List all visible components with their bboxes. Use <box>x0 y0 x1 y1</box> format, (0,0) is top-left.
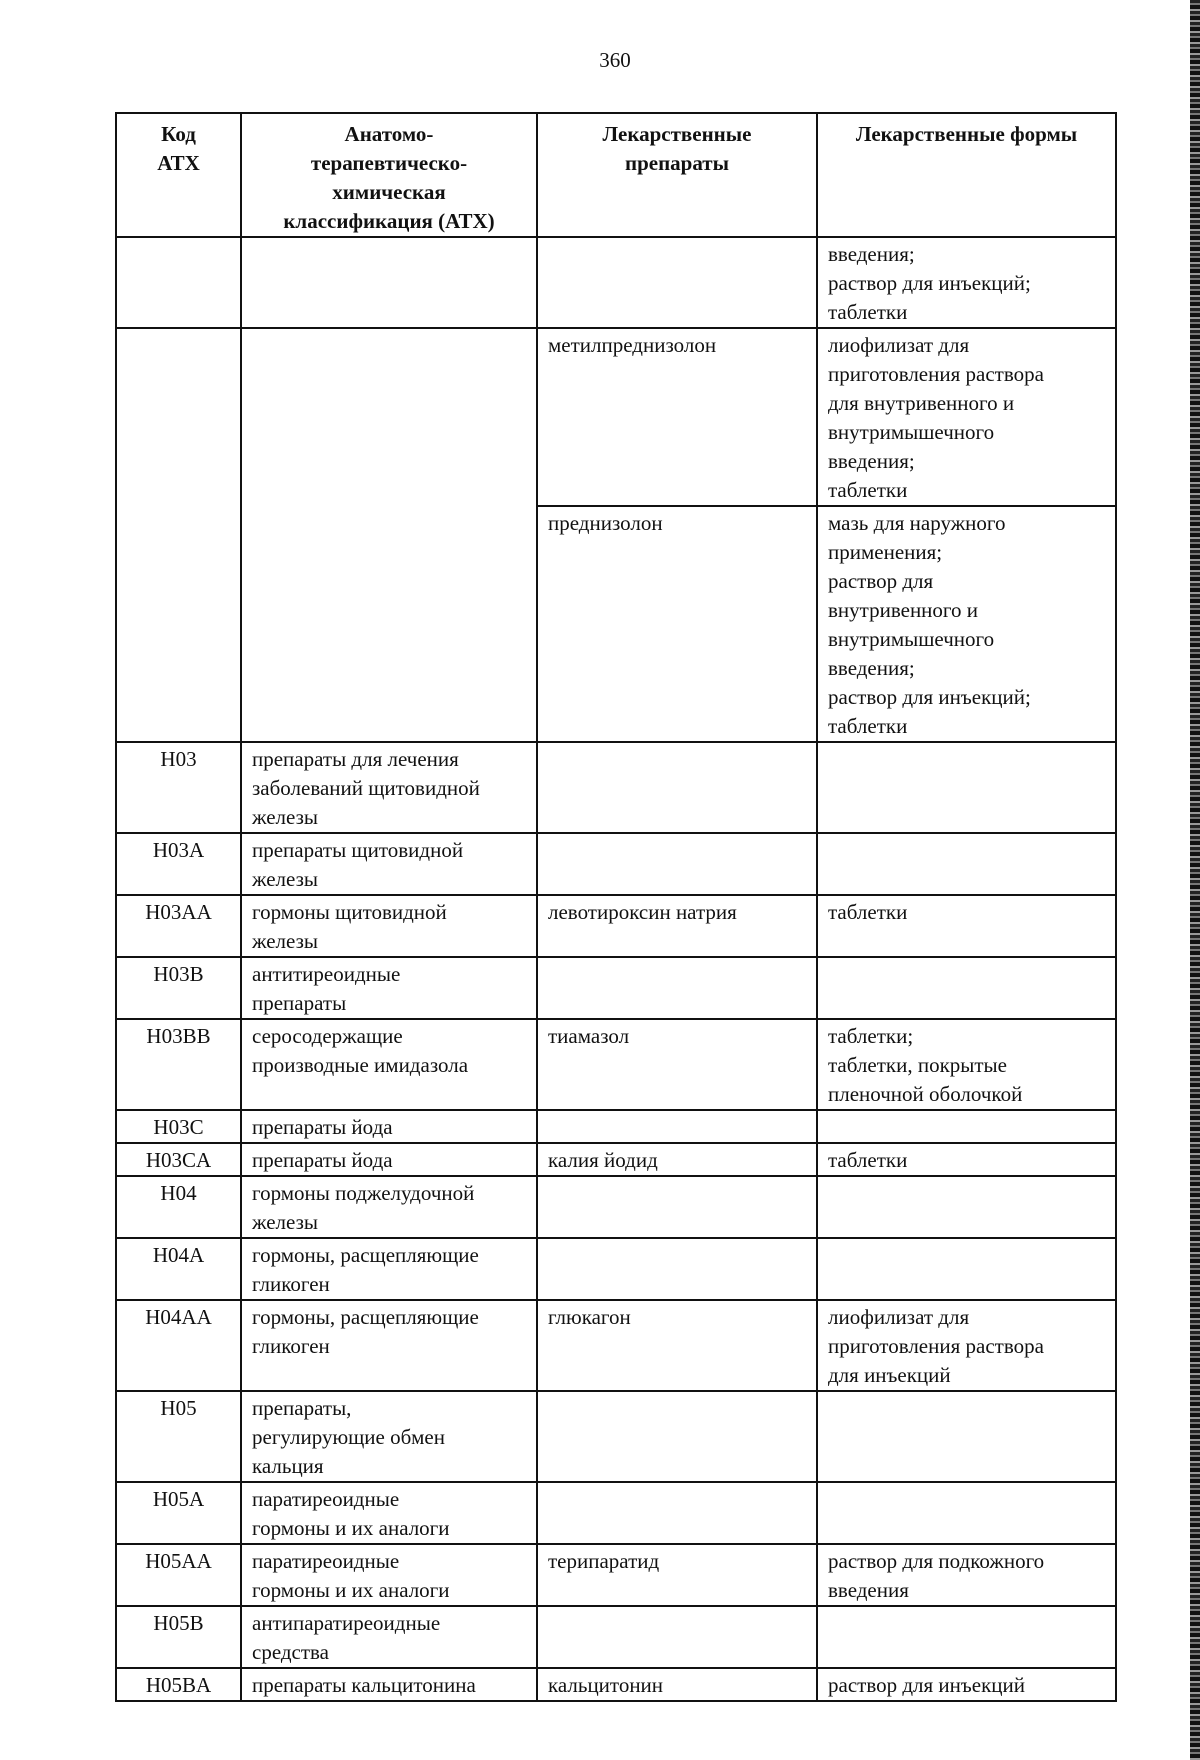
forms-cell <box>817 1482 1116 1544</box>
classification-cell: паратиреоидные гормоны и их аналоги <box>241 1544 537 1606</box>
forms-cell: введения; раствор для инъекций; таблетки <box>817 237 1116 328</box>
forms-cell <box>817 1606 1116 1668</box>
drug-cell: кальцитонин <box>537 1668 817 1701</box>
table-row <box>116 957 1116 1019</box>
drug-cell: тиамазол <box>537 1019 817 1110</box>
forms-cell: лиофилизат для приготовления раствора для внутривенного и внутримышечного введения; таблетки <box>817 328 1116 506</box>
forms-cell <box>817 833 1116 895</box>
classification-cell <box>241 237 537 328</box>
classification-cell: гормоны поджелудочной железы <box>241 1176 537 1238</box>
forms-cell: таблетки <box>817 895 1116 957</box>
drug-cell <box>537 833 817 895</box>
forms-cell <box>817 1238 1116 1300</box>
drug-cell <box>537 1238 817 1300</box>
drug-cell: глюкагон <box>537 1300 817 1391</box>
table-row <box>116 1668 1116 1701</box>
atx-code-cell <box>116 237 241 328</box>
atx-code-cell: H03B <box>116 957 241 1019</box>
table-row <box>116 1143 1116 1176</box>
drug-cell <box>537 1482 817 1544</box>
table-row <box>116 1019 1116 1110</box>
table-row <box>116 1300 1116 1391</box>
drug-cell <box>537 1391 817 1482</box>
classification-cell: серосодержащие производные имидазола <box>241 1019 537 1110</box>
classification-cell: антитиреоидные препараты <box>241 957 537 1019</box>
classification-cell: гормоны, расщепляющие гликоген <box>241 1238 537 1300</box>
atx-code-cell: H03CA <box>116 1143 241 1176</box>
classification-cell: препараты йода <box>241 1110 537 1143</box>
classification-cell: препараты йода <box>241 1143 537 1176</box>
classification-cell <box>241 328 537 742</box>
forms-cell <box>817 742 1116 833</box>
classification-cell: антипаратиреоидные средства <box>241 1606 537 1668</box>
forms-cell: раствор для инъекций <box>817 1668 1116 1701</box>
classification-cell: паратиреоидные гормоны и их аналоги <box>241 1482 537 1544</box>
atx-code-cell: H04AA <box>116 1300 241 1391</box>
table-row <box>116 1482 1116 1544</box>
atx-code-cell: H03 <box>116 742 241 833</box>
atx-code-cell: H05 <box>116 1391 241 1482</box>
forms-cell: раствор для подкожного введения <box>817 1544 1116 1606</box>
table-row <box>116 895 1116 957</box>
atx-code-cell: H03A <box>116 833 241 895</box>
table-row <box>116 742 1116 833</box>
atx-code-cell: H03AA <box>116 895 241 957</box>
table-row <box>116 328 1116 506</box>
table-row <box>116 1176 1116 1238</box>
atx-code-cell: H05A <box>116 1482 241 1544</box>
drug-cell <box>537 957 817 1019</box>
atx-code-cell: H04A <box>116 1238 241 1300</box>
table-row <box>116 1110 1116 1143</box>
classification-cell: препараты для лечения заболеваний щитовидной железы <box>241 742 537 833</box>
drug-cell <box>537 1606 817 1668</box>
drug-cell: преднизолон <box>537 506 817 742</box>
table-row <box>116 1238 1116 1300</box>
drug-cell <box>537 742 817 833</box>
header-classification: Анатомо- терапевтическо- химическая классификация (АТХ) <box>241 113 537 237</box>
atx-code-cell: H05BA <box>116 1668 241 1701</box>
table-header-row <box>116 113 1116 237</box>
atx-code-cell: H03C <box>116 1110 241 1143</box>
forms-cell <box>817 1176 1116 1238</box>
classification-cell: гормоны щитовидной железы <box>241 895 537 957</box>
classification-cell: гормоны, расщепляющие гликоген <box>241 1300 537 1391</box>
atx-code-cell: H05B <box>116 1606 241 1668</box>
atx-code-cell: H04 <box>116 1176 241 1238</box>
drug-cell <box>537 1176 817 1238</box>
atx-code-cell <box>116 328 241 742</box>
forms-cell <box>817 1110 1116 1143</box>
drug-cell: терипаратид <box>537 1544 817 1606</box>
drug-cell <box>537 237 817 328</box>
classification-cell: препараты, регулирующие обмен кальция <box>241 1391 537 1482</box>
scan-edge <box>1190 0 1200 1760</box>
table-row <box>116 237 1116 328</box>
header-drugs: Лекарственные препараты <box>537 113 817 237</box>
atx-drug-table <box>115 112 1117 1702</box>
table-row <box>116 1606 1116 1668</box>
atx-code-cell: H05AA <box>116 1544 241 1606</box>
forms-cell <box>817 957 1116 1019</box>
header-code: Код АТХ <box>116 113 241 237</box>
header-forms: Лекарственные формы <box>817 113 1116 237</box>
drug-cell <box>537 1110 817 1143</box>
drug-cell: левотироксин натрия <box>537 895 817 957</box>
forms-cell: мазь для наружного применения; раствор для внутривенного и внутримышечного введения; раствор для инъекций; таблетки <box>817 506 1116 742</box>
atx-code-cell: H03BB <box>116 1019 241 1110</box>
table-row <box>116 1544 1116 1606</box>
forms-cell: лиофилизат для приготовления раствора для инъекций <box>817 1300 1116 1391</box>
forms-cell: таблетки; таблетки, покрытые пленочной оболочкой <box>817 1019 1116 1110</box>
table-row <box>116 1391 1116 1482</box>
drug-cell: калия йодид <box>537 1143 817 1176</box>
forms-cell: таблетки <box>817 1143 1116 1176</box>
classification-cell: препараты кальцитонина <box>241 1668 537 1701</box>
table-row <box>116 833 1116 895</box>
classification-cell: препараты щитовидной железы <box>241 833 537 895</box>
drug-cell: метилпреднизолон <box>537 328 817 506</box>
page-number: 360 <box>599 48 631 72</box>
forms-cell <box>817 1391 1116 1482</box>
